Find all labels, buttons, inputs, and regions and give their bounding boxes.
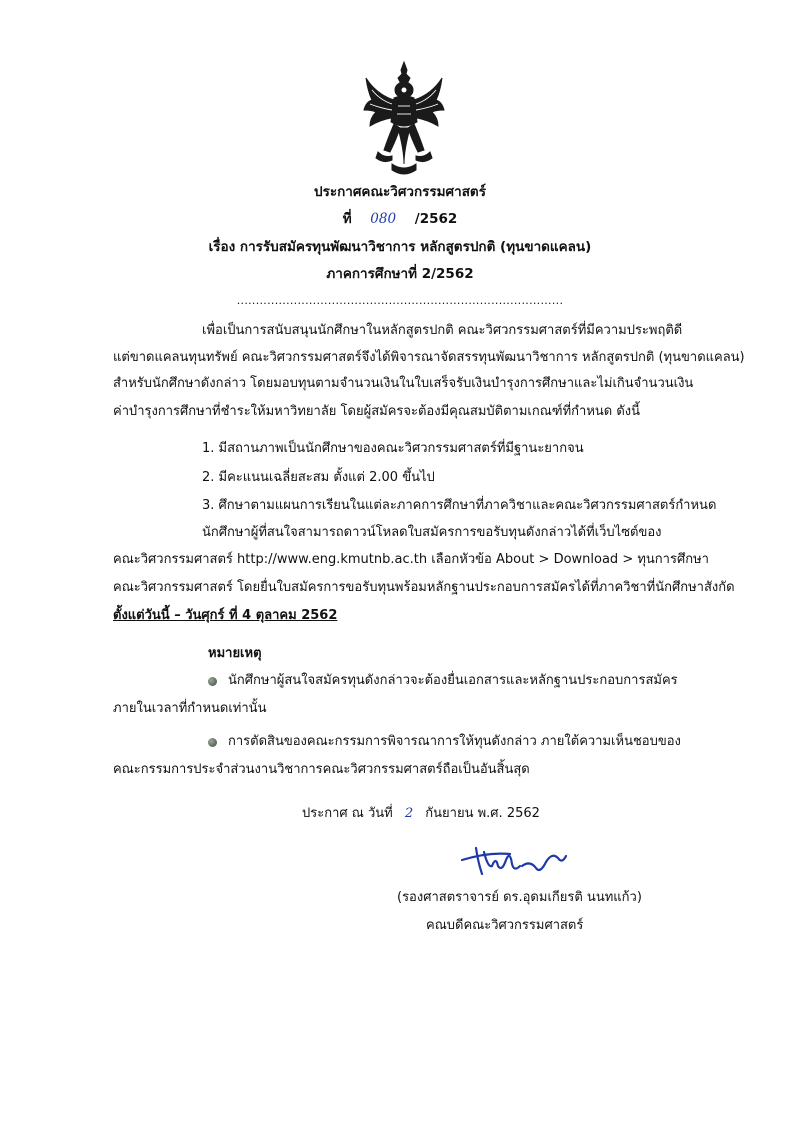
download-line-2: คณะวิศวกรรมศาสตร์ http://www.eng.kmutnb.ac.th เลือกหัวข้อ About > Download > ทุนการศึกษา — [113, 552, 709, 567]
intro-line-1: เพื่อเป็นการสนับสนุนนักศึกษาในหลักสูตรปกติ คณะวิศวกรรมศาสตร์ที่มีความประพฤติดี — [202, 323, 683, 338]
intro-line-3: สำหรับนักศึกษาดังกล่าว โดยมอบทุนตามจำนวนเงินในใบเสร็จรับเงินบำรุงการศึกษาและไม่เกินจำนวนเงิน — [113, 376, 694, 391]
download-line-1: นักศึกษาผู้ที่สนใจสามารถดาวน์โหลดใบสมัครการขอรับทุนดังกล่าวได้ที่เว็บไซต์ของ — [202, 525, 662, 540]
announcement-subject: เรื่อง การรับสมัครทุนพัฒนาวิชาการ หลักสูตรปกติ (ทุนขาดแคลน) — [208, 239, 592, 255]
notes-heading: หมายเหตุ — [208, 646, 262, 661]
number-suffix: /2562 — [414, 211, 458, 227]
date-day-handwritten: 2 — [404, 806, 414, 821]
intro-line-2: แต่ขาดแคลนทุนทรัพย์ คณะวิศวกรรมศาสตร์จึงได้พิจารณาจัดสรรทุนพัฒนาวิชาการ หลักสูตรปกติ (ทุนขาดแคลน) — [113, 350, 745, 365]
criteria-item: 1. มีสถานภาพเป็นนักศึกษาของคณะวิศวกรรมศาสตร์ที่มีฐานะยากจน — [202, 441, 584, 456]
download-line-3: คณะวิศวกรรมศาสตร์ โดยยื่นใบสมัครการขอรับทุนพร้อมหลักฐานประกอบการสมัครได้ที่ภาควิชาที่นักศึกษาสังกัด — [113, 580, 735, 595]
signatory-position: คณบดีคณะวิศวกรรมศาสตร์ — [426, 918, 584, 933]
deadline-text: ตั้งแต่วันนี้ – วันศุกร์ ที่ 4 ตุลาคม 2562 — [113, 608, 338, 623]
bullet-icon — [208, 677, 217, 686]
criteria-item: 2. มีคะแนนเฉลี่ยสะสม ตั้งแต่ 2.00 ขึ้นไป — [202, 470, 435, 485]
date-prefix: ประกาศ ณ วันที่ — [302, 806, 393, 821]
garuda-emblem-icon — [362, 60, 446, 178]
note-item-line-1: นักศึกษาผู้สนใจสมัครทุนดังกล่าวจะต้องยื่นเอกสารและหลักฐานประกอบการสมัคร — [228, 673, 678, 688]
date-suffix: กันยายน พ.ศ. 2562 — [425, 806, 540, 821]
number-prefix: ที่ — [342, 211, 352, 227]
announcement-semester: ภาคการศึกษาที่ 2/2562 — [326, 266, 474, 282]
note-item-line-1: การตัดสินของคณะกรรมการพิจารณาการให้ทุนดังกล่าว ภายใต้ความเห็นชอบของ — [228, 734, 681, 749]
announcement-date — [302, 805, 540, 823]
intro-line-4: ค่าบำรุงการศึกษาที่ชำระให้มหาวิทยาลัย โดยผู้สมัครจะต้องมีคุณสมบัติตามเกณฑ์ที่กำหนด ดังนี้ — [113, 404, 641, 419]
separator-dots: ...................................................................................... — [236, 294, 564, 307]
signature-icon — [458, 838, 573, 883]
note-item-line-2: คณะกรรมการประจำส่วนงานวิชาการคณะวิศวกรรมศาสตร์ถือเป็นอันสิ้นสุด — [113, 762, 530, 777]
announcement-number — [0, 207, 800, 229]
number-handwritten: 080 — [370, 211, 397, 227]
bullet-icon — [208, 738, 217, 747]
announcement-title: ประกาศคณะวิศวกรรมศาสตร์ — [314, 184, 486, 200]
signatory-name: (รองศาสตราจารย์ ดร.อุดมเกียรติ นนทแก้ว) — [397, 890, 642, 905]
criteria-item: 3. ศึกษาตามแผนการเรียนในแต่ละภาคการศึกษาที่ภาควิชาและคณะวิศวกรรมศาสตร์กำหนด — [202, 498, 717, 513]
note-item-line-2: ภายในเวลาที่กำหนดเท่านั้น — [113, 701, 267, 716]
